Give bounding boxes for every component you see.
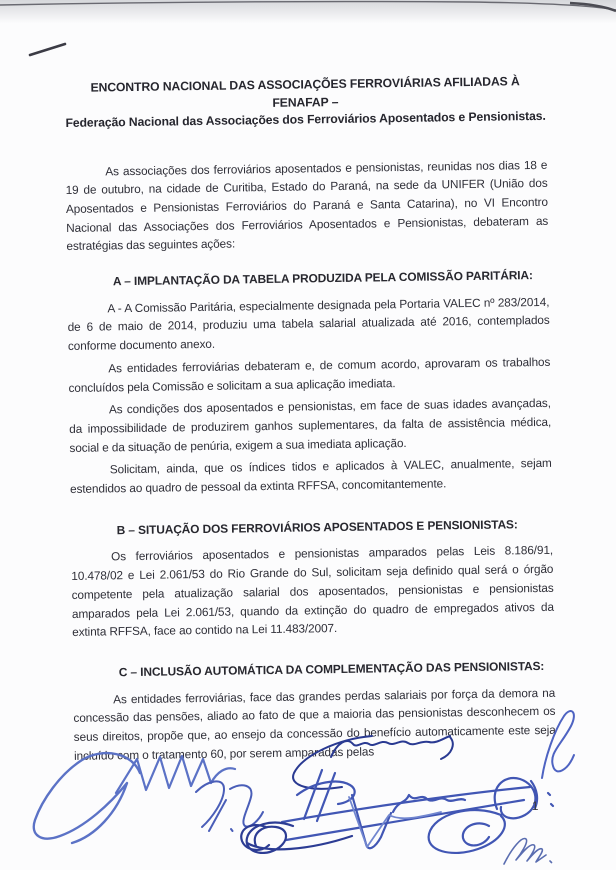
intro-paragraph: As associações dos ferroviários aposentados e pensionistas, reunidas nos dias 18 e 19 de outubro, na cidade de Curitiba, Estado do Paraná, na sede da UNIFER (União dos Aposentados e Pensionistas Ferroviários do Paraná e Santa Catarina), no VI Encontro Nacional das Associações dos Ferroviários Aposentados e Pensionistas, debateram as estratégias das seguintes ações: bbox=[65, 157, 549, 254]
section-c-paragraph-1: As entidades ferroviárias, face das grandes perdas salariais por força da demora na concessão das pensões, aliado ao fato de que a maioria das pensionistas desconhecem os seus direitos, propõe que, ao ensejo da concessão do benefício automaticamente este seja incluído com o tratamento 60, por serem amparadas pelas bbox=[73, 685, 556, 763]
signature-initials-bottom-right bbox=[504, 839, 552, 864]
title-line-1: ENCONTRO NACIONAL DAS ASSOCIAÇÕES FERROVIÁRIAS AFILIADAS À FENAFAP – bbox=[90, 74, 520, 110]
signature-center bbox=[282, 770, 553, 853]
signature-right-loop-mark bbox=[542, 711, 574, 778]
signature-center-initials bbox=[297, 770, 355, 821]
signature-bottom-ellipse bbox=[429, 810, 505, 853]
section-a-paragraph-1: A - A Comissão Paritária, especialmente designada pela Portaria VALEC nº 283/2014, de 6 de maio de 2014, produziu uma tabela salarial atualizada até 2016, contemplados conforme documento anexo. bbox=[67, 294, 550, 354]
section-a-paragraph-4: Solicitam, ainda, que os índices tidos e aplicados à VALEC, anualmente, sejam estendidos ao quadro de pessoal da extinta RFFSA, concomitantemente. bbox=[69, 456, 552, 497]
section-b-heading: B – SITUAÇÃO DOS FERROVIÁRIOS APOSENTADOS E PENSIONISTAS: bbox=[116, 517, 518, 538]
signature-jay bbox=[196, 781, 263, 831]
section-a-paragraph-2: As entidades ferroviárias debateram e, de comum acordo, aprovaram os trabalhos concluídos pela Comissão e solicitam a sua aplicação imediata. bbox=[68, 354, 551, 395]
title-line-2: Federação Nacional das Associações dos Ferroviários Aposentados e Pensionistas. bbox=[65, 108, 546, 130]
section-a-paragraph-3: As condições dos aposentados e pensionistas, em face de suas idades avançadas, da impossibilidade de produzirem ganhos suplementares, da falta de assistência médica, social e da situação de penúria, exigem a sua imediata aplicação. bbox=[69, 396, 552, 455]
signature-center-end-loop bbox=[495, 778, 537, 818]
section-c-heading: C – INCLUSÃO AUTOMÁTICA DA COMPLEMENTAÇÃO DAS PENSIONISTAS: bbox=[118, 658, 545, 680]
section-a-heading: A – IMPLANTAÇÃO DA TABELA PRODUZIDA PELA COMISSÃO PARITÁRIA: bbox=[112, 268, 533, 289]
signature-center-dots bbox=[548, 793, 553, 806]
section-b-paragraph-1: Os ferroviários aposentados e pensionistas amparados pelas Leis 8.186/91, 10.478/02 e Lei 2.061/53 do Rio Grande do Sul, solicitam seja definido qual será o órgão competente pela atualização salarial dos aposentados, pensionistas e pensionistas amparados pela Lei 2.061/53, quando da extinção do quadro de empregados ativos da extinta RFFSA, face ao contido na Lei 11.483/2007. bbox=[71, 543, 554, 640]
signature-left-flourish bbox=[34, 753, 140, 843]
signature-left-zigzag bbox=[116, 756, 235, 793]
page-number: 1 bbox=[532, 801, 539, 813]
